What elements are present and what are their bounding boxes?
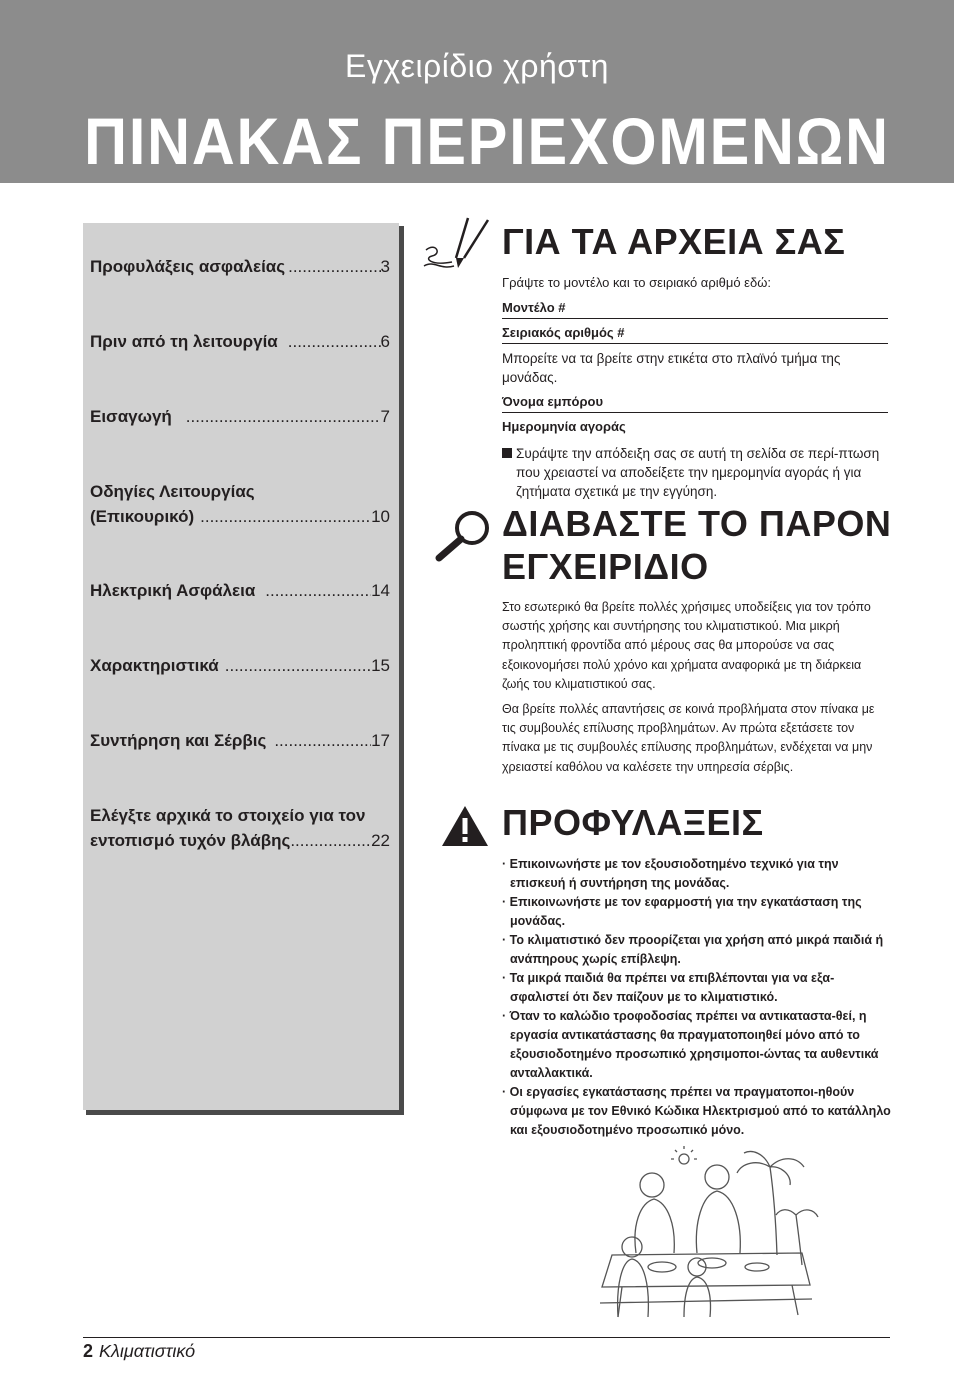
table-of-contents (83, 223, 399, 1110)
toc-page-number: 22 (371, 831, 390, 850)
toc-item-label: Ηλεκτρική Ασφάλεια (90, 581, 256, 600)
square-bullet-icon (502, 448, 512, 458)
precautions-list (502, 855, 892, 1140)
product-name: Κλιματιστικό (99, 1341, 196, 1361)
read-title-line1: ΔΙΑΒΑΣΤΕ ΤΟ ΠΑΡΟΝ (502, 503, 892, 544)
toc-item-maintenance[interactable] (90, 728, 390, 753)
page-number: 2 (83, 1341, 94, 1361)
list-item: · Επικοινωνήστε με τον εφαρμοστή για την εγκατάσταση της μονάδας. (502, 895, 862, 928)
toc-page-number: 7 (380, 407, 390, 426)
page-title: ΠΙΝΑΚΑΣ ΠΕΡΙΕΧΟΜΕΝΩΝ (84, 104, 890, 178)
warning-icon (440, 804, 490, 848)
precautions-title: ΠΡΟΦΥΛΑΞΕΙΣ (502, 802, 764, 843)
label-note: Μπορείτε να τα βρείτε στην ετικέτα στο πλαϊνό τμήμα της μονάδας. (502, 351, 841, 385)
toc-item-label: Συντήρηση και Σέρβις (90, 731, 267, 750)
page-footer (83, 1341, 195, 1362)
records-intro: Γράψτε το μοντέλο και το σειριακό αριθμό εδώ: (502, 275, 771, 290)
magnifier-icon (434, 508, 494, 562)
staple-note (502, 444, 896, 501)
toc-page-number: 6 (380, 332, 390, 351)
toc-item-introduction[interactable] (90, 404, 390, 429)
staple-note-text: Συράψτε την απόδειξη σας σε αυτή τη σελίδα σε περί-πτωση που χρειαστεί να αποδείξετε την ημερομηνία αγοράς ή για ζητήματα σχετικά με την εγγύηση. (516, 446, 880, 499)
serial-field[interactable]: Σειριακός αριθμός # (502, 325, 888, 344)
toc-page-number: 15 (371, 656, 390, 675)
toc-page-number: 10 (371, 507, 390, 526)
pen-icon (422, 214, 494, 276)
read-para-1: Στο εσωτερικό θα βρείτε πολλές χρήσιμες υποδείξεις για τον τρόπο σωστής χρήσης και συντήρησης του κλιματιστικού. Μια μικρή προληπτική φροντίδα από μέρους σας θα μπορούσε να σας εξοικονομήσει πολύ χρόνο και χρήματα αναφορικά με τη διάρκεια ζωής του κλιματιστικού σας. (502, 600, 871, 691)
list-item: · Επικοινωνήστε με τον εξουσιοδοτημένο τεχνικό για την επισκευή ή συντήρηση της μονάδας. (502, 857, 839, 890)
family-picnic-illustration (592, 1145, 832, 1325)
dealer-field[interactable]: Όνομα εμπόρου (502, 394, 888, 413)
toc-item-label-line2: εντοπισμό τυχόν βλάβης (90, 831, 291, 850)
toc-page-number: 14 (371, 581, 390, 600)
toc-item-label: Χαρακτηριστικά (90, 656, 219, 675)
purchase-date-field[interactable]: Ημερομηνία αγοράς (502, 419, 626, 434)
toc-item-label: Προφυλάξεις ασφαλείας (90, 257, 286, 276)
model-field[interactable]: Μοντέλο # (502, 300, 888, 319)
toc-item-electrical-safety[interactable] (90, 578, 390, 603)
read-para-2: Θα βρείτε πολλές απαντήσεις σε κοινά προβλήματα στον πίνακα με τις συμβουλές επίλυσης προβλημάτων. Αν πρώτα εξετάσετε τον πίνακα με τις συμβουλές επίλυσης προβλημάτων, ενδέχεται να μην χρειαστεί καθόλου να καλέσετε την υπηρεσία σέρβις. (502, 702, 875, 774)
toc-item-label: Εισαγωγή (90, 407, 172, 426)
toc-item-label-line1: Ελέγξτε αρχικά το στοιχείο για τον (90, 806, 366, 825)
header-banner (0, 0, 954, 183)
toc-item-label-line2: (Επικουρικό) (90, 507, 195, 526)
list-item: · Το κλιματιστικό δεν προορίζεται για χρήση από μικρά παιδιά ή ανάπηρους χωρίς επίβλεψη. (502, 933, 884, 966)
manual-subtitle: Εγχειρίδιο χρήστη (345, 48, 609, 84)
list-item: · Οι εργασίες εγκατάστασης πρέπει να πραγματοποι-ηθούν σύμφωνα με τον Εθνικό Κώδικα Ηλεκτρισμού από το κατάλληλο και εξουσιοδοτημένο προσωπικό μόνο. (502, 1085, 891, 1137)
toc-page-number: 3 (380, 257, 390, 276)
footer-rule (83, 1337, 890, 1338)
toc-item-label: Πριν από τη λειτουργία (90, 332, 278, 351)
toc-item-features[interactable] (90, 653, 390, 678)
read-title-line2: ΕΓΧΕΙΡΙΔΙΟ (502, 546, 709, 587)
toc-item-operating-instructions[interactable] (90, 479, 390, 529)
records-title: ΓΙΑ ΤΑ ΑΡΧΕΙΑ ΣΑΣ (502, 221, 846, 262)
toc-item-label-line1: Οδηγίες Λειτουργίας (90, 482, 255, 501)
toc-item-troubleshooting[interactable] (90, 803, 390, 853)
list-item: · Τα μικρά παιδιά θα πρέπει να επιβλέπονται για να εξα-σφαλιστεί ότι δεν παίζουν με το κλιματιστικό. (502, 971, 835, 1004)
toc-item-safety[interactable] (90, 254, 390, 279)
list-item: · Όταν το καλώδιο τροφοδοσίας πρέπει να αντικαταστα-θεί, η εργασία αντικατάστασης θα πραγματοποιηθεί μόνο από το εξουσιοδοτημένο προσωπικό χρησιμοποι-ώντας τα αυθεντικά ανταλλακτικά. (502, 1009, 879, 1080)
toc-page-number: 17 (371, 731, 390, 750)
toc-item-before-operation[interactable] (90, 329, 390, 354)
